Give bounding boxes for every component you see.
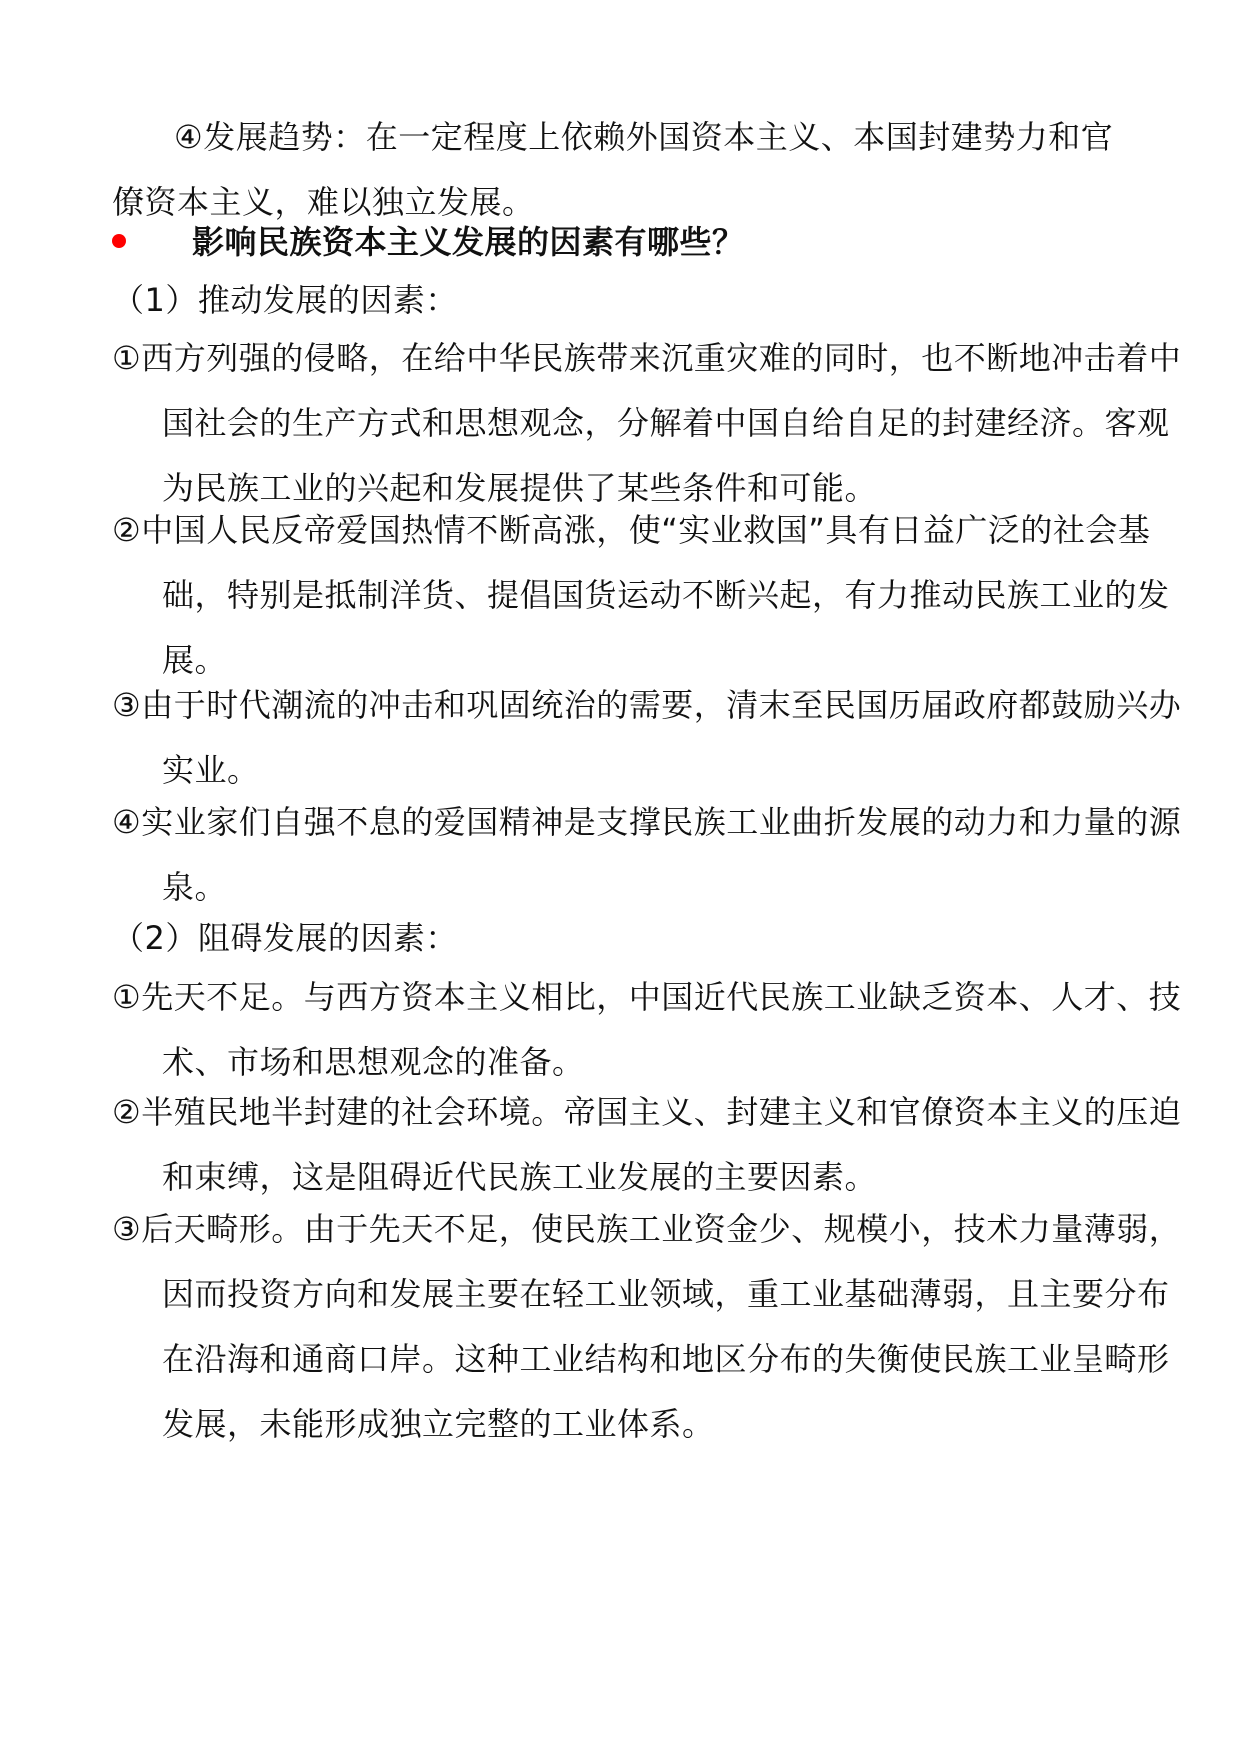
question-text: 影响民族资本主义发展的因素有哪些？ (192, 223, 745, 261)
section1-item-4: ④实业家们自强不息的爱国精神是支撑民族工业曲折发展的动力和力量的源泉。 (112, 803, 1182, 906)
section2-title: （2）阻碍发展的因素： (112, 919, 458, 957)
section2-item-1: ①先天不足。与西方资本主义相比，中国近代民族工业缺乏资本、人才、技术、市场和思想观念的准备。 (112, 978, 1182, 1081)
section1-item-1: ①西方列强的侵略，在给中华民族带来沉重灾难的同时，也不断地冲击着中国社会的生产方式和思想观念，分解着中国自给自足的封建经济。客观为民族工业的兴起和发展提供了某些条件和可能。 (112, 339, 1182, 507)
section1-item-3: ③由于时代潮流的冲击和巩固统治的需要，清末至民国历届政府都鼓励兴办实业。 (112, 686, 1182, 789)
section1-title: （1）推动发展的因素： (112, 281, 458, 319)
section2-item-3: ③后天畸形。由于先天不足，使民族工业资金少、规模小，技术力量薄弱，因而投资方向和发展主要在轻工业领域，重工业基础薄弱，且主要分布在沿海和通商口岸。这种工业结构和地区分布的失衡使民族工业呈畸形发展，未能形成独立完整的工业体系。 (112, 1210, 1182, 1443)
section1-item-2: ②中国人民反帝爱国热情不断高涨，使“实业救国”具有日益广泛的社会基础，特别是抵制洋货、提倡国货运动不断兴起，有力推动民族工业的发展。 (112, 511, 1170, 679)
question-heading (112, 210, 1132, 275)
intro-paragraph: ④发展趋势：在一定程度上依赖外国资本主义、本国封建势力和官僚资本主义，难以独立发展。 (112, 118, 1114, 221)
section2-item-2: ②半殖民地半封建的社会环境。帝国主义、封建主义和官僚资本主义的压迫和束缚，这是阻碍近代民族工业发展的主要因素。 (112, 1093, 1182, 1196)
